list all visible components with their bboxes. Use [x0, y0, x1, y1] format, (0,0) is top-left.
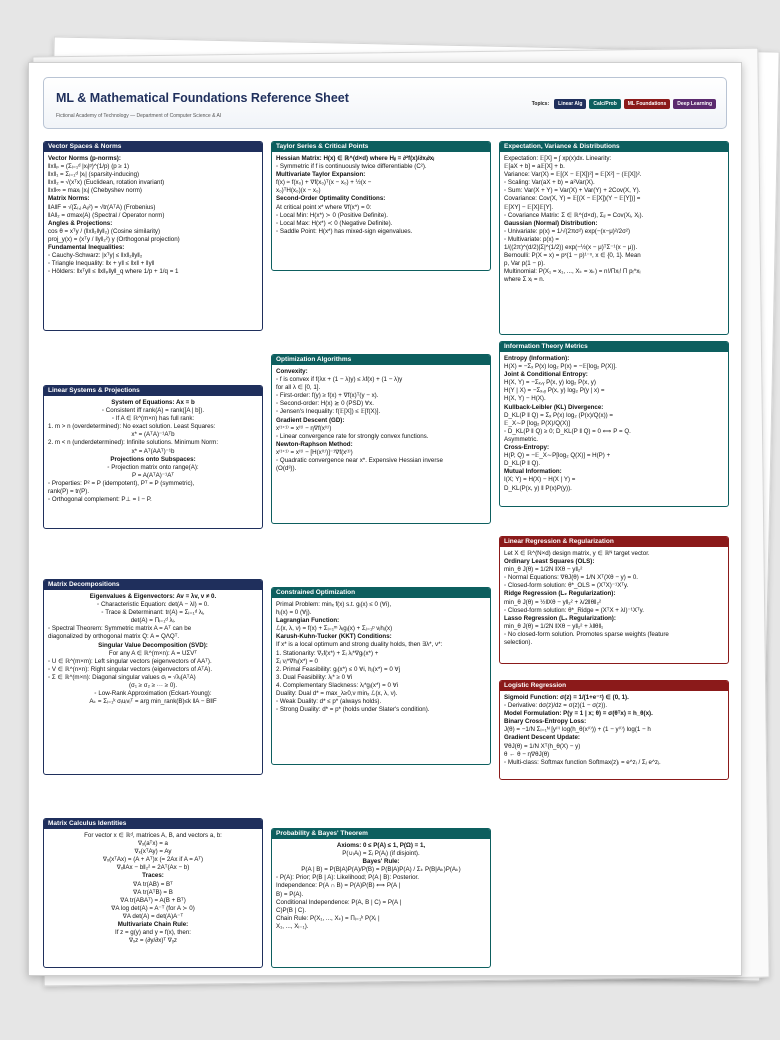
formula-line: ◦ Multivariate: p(x) = — [504, 235, 559, 243]
formula-line: If x* is a local optimum and strong duality holds, then ∃λ*, ν*: — [276, 641, 443, 649]
box-title: Information Theory Metrics — [500, 342, 728, 352]
formula-line: ∇θJ(θ) = 1/N Xᵀ(h_θ(X) − y) — [504, 742, 581, 750]
formula-line: P = A(AᵀA)⁻¹Aᵀ — [131, 471, 175, 479]
formula-line: 𝔼[aX + b] = a𝔼[X] + b. — [504, 163, 565, 171]
section-heading: Eigenvalues & Eigenvectors: Av = λv, v ≠ 0. — [89, 593, 217, 600]
formula-line: 2. Primal Feasibility: gᵢ(x*) ≤ 0 ∀i, hⱼ(x*) = 0 ∀j — [276, 665, 401, 673]
section-heading: Mutual Information: — [504, 468, 562, 476]
section-heading: Sigmoid Function: σ(z) = 1/(1+e⁻ᶻ) ∈ (0, 1). — [504, 694, 629, 701]
formula-line: x₀)ᵀH(x₀)(x − x₀) — [276, 187, 321, 195]
formula-line: hⱼ(x) = 0 (∀j). — [276, 609, 312, 617]
section-heading: Model Formulation: P(y = 1 | x; θ) = σ(θᵀx) = h_θ(x). — [504, 710, 653, 718]
section-heading: Karush-Kuhn-Tucker (KKT) Conditions: — [276, 633, 392, 641]
formula-line: for all λ ∈ [0, 1]. — [276, 384, 321, 392]
formula-line: (O(d³)). — [276, 465, 297, 473]
section-heading: Second-Order Optimality Conditions: — [276, 195, 386, 203]
formula-line: min_θ J(θ) = 1/2N ‖Xθ − y‖₂² — [504, 566, 583, 574]
section-heading: Angles & Projections: — [48, 219, 113, 227]
formula-line: ◦ V ∈ ℝ^(n×n): Right singular vectors (eigenvectors of AᵀA). — [48, 665, 213, 673]
formula-line: Chain Rule: P(X₁, ..., Xₖ) = Πᵢ₌₁ᵏ P(Xᵢ | — [276, 914, 380, 922]
box-body — [500, 691, 728, 770]
formula-line: 1. m > n (overdetermined): No exact solution. Least Squares: — [48, 423, 216, 431]
formula-line: 𝔼_X∼P [log₂ P(X)/Q(X)] — [504, 419, 570, 427]
box-title: Matrix Calculus Identities — [44, 819, 262, 829]
box-body — [272, 365, 490, 476]
formula-line: ◦ If A ∈ ℝ^(m×n) has full rank: — [111, 415, 195, 423]
formula-line: ∇A det(A) = det(A)A⁻ᵀ — [122, 912, 184, 920]
box-linear-systems — [43, 385, 263, 529]
box-title: Matrix Decompositions — [44, 580, 262, 590]
formula-line: I(X; Y) = H(X) − H(X | Y) = — [504, 476, 576, 484]
section-heading: Entropy (Information): — [504, 355, 570, 362]
box-title: Taylor Series & Critical Points — [272, 142, 490, 152]
formula-line: Multinomial: P(X₁ = x₁, ..., Xₖ = xₖ) = n!/Πxᵢ! Π pᵢ^xᵢ — [504, 268, 641, 276]
formula-line: ◦ Derivative: dσ(z)/dz = σ(z)(1 − σ(z)). — [504, 702, 608, 710]
formula-line: (σ₁ ≥ σ₂ ≥ ··· ≥ 0). — [128, 682, 178, 690]
formula-line: ◦ Quadratic convergence near x*. Expensive Hessian inverse — [276, 457, 443, 465]
box-title: Probability & Bayes' Theorem — [272, 829, 490, 839]
section-heading: Gradient Descent Update: — [504, 734, 580, 742]
formula-line: ∇ₓ(aᵀx) = a — [138, 840, 168, 848]
formula-line: ◦ Closed-form solution: θ*_Ridge = (XᵀX + λI)⁻¹Xᵀy. — [504, 606, 645, 614]
formula-line: 1/((2π)^(d/2)|Σ|^(1/2)) exp(−½(x − μ)ᵀΣ⁻¹(x − μ)). — [504, 244, 638, 252]
formula-line: For vector x ∈ ℝᵈ, matrices A, B, and vectors a, b: — [84, 832, 222, 839]
formula-line: ◦ Linear convergence rate for strongly convex functions. — [276, 432, 429, 440]
formula-line: D_KL(P ‖ Q) = Σₓ P(x) log₂ (P(x)/Q(x)) = — [504, 411, 614, 419]
formula-line: ◦ Sum: Var(X + Y) = Var(X) + Var(Y) + 2Cov(X, Y). — [504, 187, 641, 195]
section-heading: System of Equations: Ax = b — [111, 399, 195, 406]
formula-line: ◦ Scaling: Var(aX + b) = a²Var(X). — [504, 179, 595, 187]
formula-line: ◦ Weak Duality: d* ≤ p* (always holds). — [276, 698, 382, 706]
formula-line: cos θ = xᵀy / (‖x‖₂‖y‖₂) (Cosine similarity) — [48, 227, 161, 235]
formula-line: ◦ Projection matrix onto range(A): — [107, 463, 199, 471]
formula-line: ◦ Second-order: H(x) ⪰ 0 (PSD) ∀x. — [276, 400, 374, 408]
formula-line: p, Var p(1 − p). — [504, 260, 545, 268]
formula-line: ∇ₓ(xᵀAy) = Ay — [134, 848, 172, 856]
formula-line: C)P(B | C). — [276, 906, 307, 914]
box-body — [272, 598, 490, 717]
section-heading: Ridge Regression (L₂ Regularization): — [504, 590, 616, 598]
box-title: Logistic Regression — [500, 681, 728, 691]
section-heading: Cross-Entropy: — [504, 444, 550, 452]
formula-line: ◦ f is convex if f(λx + (1 − λ)y) ≤ λf(x) + (1 − λ)y — [276, 376, 403, 384]
formula-line: X₁, ..., Xᵢ₋₁). — [276, 922, 309, 930]
formula-line: 4. Complementary Slackness: λᵢ*gᵢ(x*) = 0 ∀i — [276, 681, 399, 689]
box-matrix-decompositions — [43, 579, 263, 775]
formula-line: proj_y(x) = (xᵀy / ‖y‖₂²) y (Orthogonal projection) — [48, 235, 180, 243]
formula-line: ∇ₓ‖Ax − b‖₂² = 2Aᵀ(Ax − b) — [116, 864, 190, 872]
formula-line: ‖A‖F = √(Σᵢ,ⱼ Aᵢⱼ²) = √tr(AᵀA) (Frobenius) — [48, 203, 156, 211]
formula-line: D_KL(P(x, y) ‖ P(x)P(y)). — [504, 484, 572, 492]
formula-line: ◦ Orthogonal complement: P⊥ = I − P. — [48, 496, 152, 504]
formula-line: ‖x‖∞ = maxᵢ |xᵢ| (Chebyshev norm) — [48, 187, 142, 195]
formula-line: ◦ No closed-form solution. Promotes sparse weights (feature — [504, 630, 669, 638]
formula-line: 𝔼[XY] − 𝔼[X]𝔼[Y]. — [504, 203, 554, 211]
section-heading: Traces: — [142, 872, 164, 880]
formula-line: Variance: Var(X) = 𝔼[(X − 𝔼[X])²] = 𝔼[X²] − (𝔼[X])². — [504, 171, 642, 179]
section-heading: Projections onto Subspaces: — [110, 455, 196, 463]
formula-line: ◦ U ∈ ℝ^(m×m): Left singular vectors (eigenvectors of AAᵀ). — [48, 657, 212, 665]
formula-line: ◦ Local Min: H(x*) ≻ 0 (Positive Definite). — [276, 211, 388, 219]
box-linear-regression — [499, 536, 729, 664]
section-heading: Newton-Raphson Method: — [276, 440, 353, 448]
section-heading: Gaussian (Normal) Distribution: — [504, 219, 598, 227]
formula-line: Conditional Independence: P(A, B | C) = P(A | — [276, 898, 402, 906]
formula-line: ‖x‖ₚ = (Σᵢ₌₁ᵈ |xᵢ|ᵖ)^(1/p) (p ≥ 1) — [48, 163, 130, 171]
formula-line: H(X, Y) − H(X). — [504, 395, 546, 403]
formula-line: Expectation: 𝔼[X] = ∫ xp(x)dx. Linearity: — [504, 155, 612, 162]
page-subtitle: Fictional Academy of Technology — Department of Computer Science & AI — [56, 113, 222, 119]
formula-line: H(P, Q) = −𝔼_X∼P[log₂ Q(X)] = H(P) + — [504, 452, 611, 460]
formula-line: ℒ(x, λ, ν) = f(x) + Σᵢ₌₁ᵐ λᵢgᵢ(x) + Σⱼ₌₁ᵖ νⱼhⱼ(x) — [276, 625, 393, 633]
formula-line: ∇ₓ(xᵀAx) = (A + Aᵀ)x (= 2Ax if A = Aᵀ) — [102, 856, 204, 864]
formula-line: f(x) ≈ f(x₀) + ∇f(x₀)ᵀ(x − x₀) + ½(x − — [276, 179, 372, 187]
formula-line: ‖A‖₂ = σmax(A) (Spectral / Operator norm) — [48, 211, 165, 219]
formula-line: ◦ Spectral Theorem: Symmetric matrix A = Aᵀ can be — [48, 625, 192, 633]
formula-line: ◦ Hölders: ‖xᵀy‖ ≤ ‖x‖ₚ‖y‖_q where 1/p + 1/q = 1 — [48, 268, 179, 276]
box-optimization-algorithms — [271, 354, 491, 524]
box-vector-spaces — [43, 141, 263, 331]
formula-line: ◦ Triangle Inequality: ‖x + y‖ ≤ ‖x‖ + ‖y‖ — [48, 260, 155, 268]
section-heading: Bayes' Rule: — [362, 858, 400, 866]
section-heading: Gradient Descent (GD): — [276, 416, 345, 424]
box-taylor-series — [271, 141, 491, 271]
formula-line: H(Y | X) = −Σₓ,ᵧ P(x, y) log₂ P(y | x) = — [504, 387, 605, 395]
formula-line: selection). — [504, 639, 533, 647]
formula-line: H(X) = −Σₓ P(x) log₂ P(x) = −𝔼[log₂ P(X)]. — [504, 363, 617, 371]
page-title: ML & Mathematical Foundations Reference Sheet — [56, 91, 349, 105]
tag-ml-foundations: ML Foundations — [624, 99, 671, 109]
reference-sheet — [28, 62, 742, 976]
box-body — [500, 352, 728, 496]
formula-line: J(θ) = −1/N Σᵢ₌₁ᴺ [y⁽ⁱ⁾ log(h_θ(x⁽ⁱ⁾)) + (1 − y⁽ⁱ⁾) log(1 − h — [504, 726, 651, 734]
formula-line: ◦ Cauchy-Schwarz: |xᵀy| ≤ ‖x‖₂‖y‖₂ — [48, 252, 143, 260]
formula-line: x⁽ᵗ⁺¹⁾ = x⁽ᵗ⁾ − [H(x⁽ᵗ⁾)]⁻¹∇f(x⁽ᵗ⁾) — [276, 448, 353, 456]
tag-calc-prob: Calc/Prob — [589, 99, 620, 109]
formula-line: ◦ Low-Rank Approximation (Eckart-Young): — [94, 690, 212, 698]
formula-line: rank(P) = tr(P). — [48, 488, 90, 496]
formula-line: ◦ Local Max: H(x*) ≺ 0 (Negative Definite). — [276, 219, 393, 227]
formula-line: ‖x‖₂ = √(xᵀx) (Euclidean, rotation invariant) — [48, 179, 165, 187]
box-title: Expectation, Variance & Distributions — [500, 142, 728, 152]
section-heading: Hessian Matrix: H(x) ∈ ℝ^(d×d) where Hᵢⱼ = ∂²f(x)/∂xᵢ∂xⱼ — [276, 155, 435, 162]
formula-line: min_θ J(θ) = ½‖Xθ − y‖₂² + λ/2‖θ‖₂² — [504, 598, 602, 606]
box-expectation-variance — [499, 141, 729, 335]
formula-line: ◦ Trace & Determinant: tr(A) = Σᵢ₌₁ᵈ λᵢ, — [101, 609, 205, 617]
box-body — [44, 590, 262, 709]
section-heading: Axioms: 0 ≤ P(A) ≤ 1, P(Ω) = 1, — [336, 842, 426, 849]
topic-tags — [532, 99, 716, 109]
formula-line: Asymmetric. — [504, 435, 539, 443]
box-body — [500, 152, 728, 288]
formula-line: 1. Stationarity: ∇ₓf(x*) + Σᵢ λᵢ*∇gᵢ(x*) + — [276, 649, 379, 657]
formula-line: ◦ Symmetric if f is continuously twice differentiable (C²). — [276, 163, 427, 171]
section-heading: Multivariate Taylor Expansion: — [276, 171, 366, 179]
box-title: Constrained Optimization — [272, 588, 490, 598]
formula-line: D_KL(P ‖ Q). — [504, 460, 541, 468]
formula-line: Σⱼ νⱼ*∇hⱼ(x*) = 0 — [276, 657, 318, 665]
section-heading: Kullback-Leibler (KL) Divergence: — [504, 403, 604, 411]
box-logistic-regression — [499, 680, 729, 780]
formula-line: ◦ Characteristic Equation: det(A − λI) = 0. — [97, 601, 209, 609]
section-heading: Convexity: — [276, 368, 308, 375]
formula-line: ∇A log det(A) = A⁻ᵀ (for A ≻ 0) — [111, 904, 195, 912]
formula-line: 3. Dual Feasibility: λᵢ* ≥ 0 ∀i — [276, 673, 353, 681]
formula-line: x* = Aᵀ(AAᵀ)⁻¹b — [131, 447, 175, 455]
section-heading: Fundamental Inequalities: — [48, 244, 125, 252]
formula-line: where Σ xᵢ = n. — [504, 276, 545, 284]
formula-line: B) = P(A). — [276, 890, 304, 898]
formula-line: diagonalized by orthogonal matrix Q: A = QΛQᵀ. — [48, 633, 180, 641]
formula-line: Bernoulli: P(X = x) = pˣ(1 − p)¹⁻ˣ, x ∈ {0, 1}. Mean — [504, 252, 641, 260]
section-heading: Ordinary Least Squares (OLS): — [504, 558, 595, 566]
formula-line: Let X ∈ ℝ^(N×d) design matrix, y ∈ ℝᴺ target vector. — [504, 550, 650, 557]
section-heading: Vector Norms (p-norms): — [48, 155, 121, 162]
formula-line: ∇ₓz = (∂y/∂x)ᵀ ∇ᵧz — [128, 937, 178, 945]
formula-line: θ ← θ − η∇θJ(θ) — [504, 750, 550, 758]
section-heading: Matrix Norms: — [48, 195, 90, 203]
formula-line: ◦ Normal Equations: ∇θJ(θ) = 1/N Xᵀ(Xθ − y) = 0. — [504, 574, 639, 582]
box-body — [44, 152, 262, 279]
formula-line: ∇A tr(AB) = Bᵀ — [133, 880, 173, 888]
formula-line: Duality: Dual d* = max_λ≥0,ν minₓ ℒ(x, λ, ν). — [276, 690, 398, 698]
formula-line: P(A | B) = P(B|A)P(A)/P(B) = P(B|A)P(A) / Σₖ P(B|Aₖ)P(Aₖ) — [301, 866, 461, 874]
formula-line: Covariance: Cov(X, Y) = 𝔼[(X − 𝔼[X])(Y − 𝔼[Y])] = — [504, 195, 641, 203]
formula-line: Aₖ = Σᵢ₌₁ᵏ σᵢuᵢvᵢᵀ = arg min_rank(B)≤k ‖A − B‖F — [89, 698, 217, 706]
box-body — [500, 547, 728, 650]
formula-line: x* = (AᵀA)⁻¹Aᵀb — [131, 431, 175, 439]
section-heading: Joint & Conditional Entropy: — [504, 371, 588, 379]
section-heading: Binary Cross-Entropy Loss: — [504, 718, 587, 726]
formula-line: ◦ Covariance Matrix: Σ ∈ ℝ^(d×d), Σᵢⱼ = Cov(Xᵢ, Xⱼ). — [504, 211, 644, 219]
tag-linear-alg: Linear Alg — [554, 99, 586, 109]
formula-line: ∇A tr(AᵀB) = B — [133, 888, 173, 896]
sheet-header — [43, 77, 727, 129]
section-heading: Lasso Regression (L₁ Regularization): — [504, 614, 616, 622]
topics-label: Topics: — [531, 101, 550, 107]
section-heading: Singular Value Decomposition (SVD): — [98, 641, 208, 649]
tag-deep-learning: Deep Learning — [673, 99, 716, 109]
box-body — [272, 152, 490, 239]
formula-line: x⁽ᵗ⁺¹⁾ = x⁽ᵗ⁾ − η∇f(x⁽ᵗ⁾) — [276, 424, 332, 432]
box-title: Vector Spaces & Norms — [44, 142, 262, 152]
box-constrained-optimization — [271, 587, 491, 765]
formula-line: ∇A tr(ABAᵀ) = A(B + Bᵀ) — [120, 896, 186, 904]
formula-line: Primal Problem: minₓ f(x) s.t. gᵢ(x) ≤ 0 (∀i), — [276, 601, 392, 608]
formula-line: ◦ First-order: f(y) ≥ f(x) + ∇f(x)ᵀ(y − x). — [276, 392, 379, 400]
formula-line: min_θ J(θ) = 1/2N ‖Xθ − y‖₂² + λ‖θ‖₁ — [504, 622, 604, 630]
box-probability-bayes — [271, 828, 491, 968]
formula-line: ◦ Multi-class: Softmax function Softmax(z)ᵢ = e^zᵢ / Σⱼ e^zⱼ. — [504, 758, 661, 766]
formula-line: If z = g(y) and y = f(x), then: — [115, 929, 191, 937]
formula-line: ◦ Consistent iff rank(A) = rank([A | b]). — [101, 407, 205, 415]
formula-line: ‖x‖₁ = Σᵢ₌₁ᵈ |xᵢ| (sparsity-inducing) — [48, 171, 140, 179]
formula-line: P(∪ᵢAᵢ) = Σᵢ P(Aᵢ) (if disjoint). — [342, 850, 420, 858]
section-heading: Lagrangian Function: — [276, 617, 340, 625]
formula-line: ◦ Jensen's Inequality: f(𝔼[X]) ≤ 𝔼[f(X)]. — [276, 408, 381, 416]
box-title: Linear Systems & Projections — [44, 386, 262, 396]
section-heading: Multivariate Chain Rule: — [117, 921, 189, 929]
box-body — [272, 839, 490, 934]
formula-line: ◦ D_KL(P ‖ Q) ≥ 0; D_KL(P ‖ Q) = 0 ⟺ P = Q. — [504, 427, 631, 435]
formula-line: At critical point x* where ∇f(x*) = 0: — [276, 203, 372, 211]
formula-line: ◦ P(A): Prior; P(B | A): Likelihood; P(A | B): Posterior. — [276, 874, 419, 882]
box-title: Linear Regression & Regularization — [500, 537, 728, 547]
box-title: Optimization Algorithms — [272, 355, 490, 365]
formula-line: For any A ∈ ℝ^(m×n): A = UΣVᵀ — [108, 649, 198, 657]
formula-line: H(X, Y) = −Σₓ,ᵧ P(x, y) log₂ P(x, y) — [504, 379, 596, 387]
formula-line: ◦ Properties: P² = P (idempotent), Pᵀ = P (symmetric), — [48, 479, 195, 487]
box-body — [44, 829, 262, 948]
formula-line: 2. m < n (underdetermined): Infinite solutions. Minimum Norm: — [48, 439, 219, 447]
formula-line: ◦ Univariate: p(x) = 1/√(2πσ²) exp(−(x−μ)²/2σ²) — [504, 227, 631, 235]
box-information-theory — [499, 341, 729, 507]
box-body — [44, 396, 262, 507]
formula-line: det(A) = Πᵢ₌₁ᵈ λᵢ. — [130, 617, 176, 625]
formula-line: ◦ Saddle Point: H(x*) has mixed-sign eigenvalues. — [276, 227, 413, 235]
formula-line: ◦ Closed-form solution: θ*_OLS = (XᵀX)⁻¹Xᵀy. — [504, 582, 629, 590]
formula-line: Independence: P(A ∩ B) = P(A)P(B) ⟺ P(A | — [276, 882, 401, 890]
box-matrix-calculus — [43, 818, 263, 968]
formula-line: ◦ Σ ∈ ℝ^(m×n): Diagonal singular values σᵢ = √λᵢ(AᵀA) — [48, 673, 196, 681]
formula-line: ◦ Strong Duality: d* = p* (holds under Slater's condition). — [276, 706, 430, 714]
